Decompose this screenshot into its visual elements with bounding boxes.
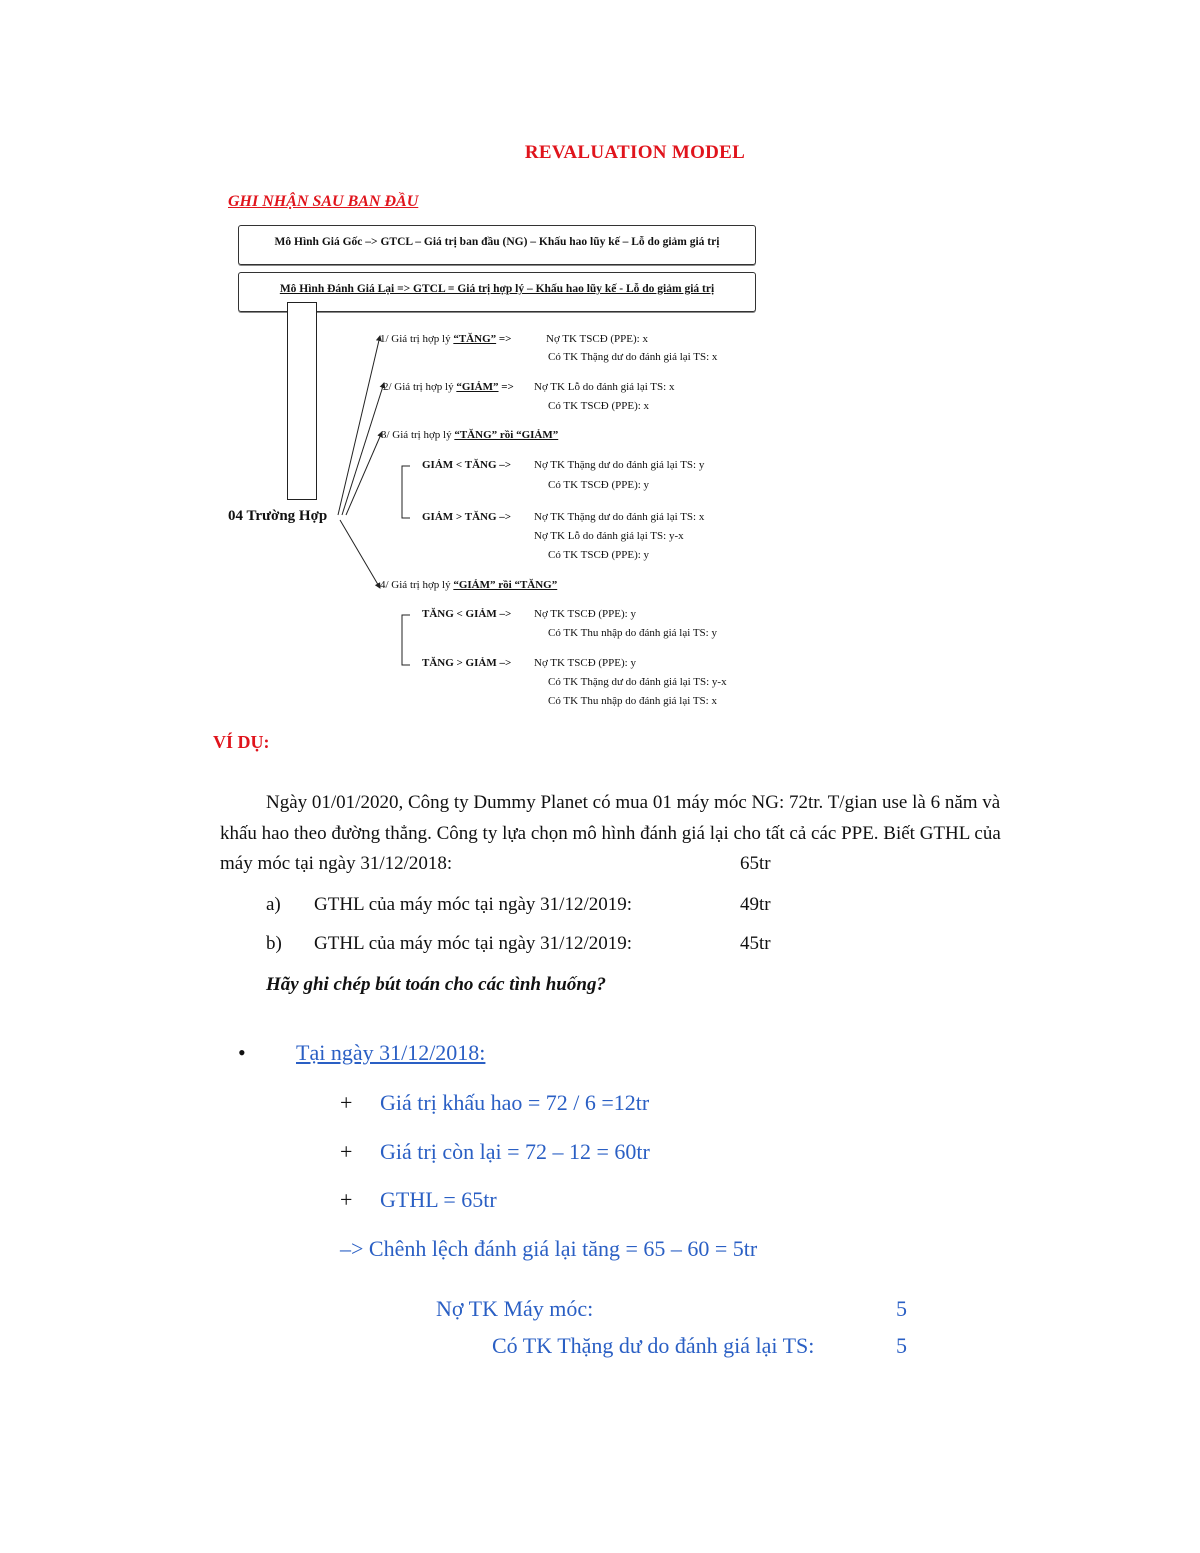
plus-icon-2: +: [340, 1139, 353, 1164]
case-3-sub-2-debit-1: Nợ TK Thặng dư do đánh giá lại TS: x: [534, 511, 705, 523]
bullet-icon: •: [238, 1040, 246, 1065]
case-b-label: b): [266, 933, 282, 954]
case-4-sub-1-credit: Có TK Thu nhập do đánh giá lại TS: y: [548, 627, 717, 639]
bracket-case-3: [402, 466, 410, 518]
case-4-sub-2-debit: Nợ TK TSCĐ (PPE): y: [534, 657, 636, 669]
case-4-heading: 4/ Giá trị hợp lý “GIẢM” rồi “TĂNG”: [380, 579, 558, 591]
example-heading: VÍ DỤ:: [213, 732, 270, 752]
case-3-sub-1-credit: Có TK TSCĐ (PPE): y: [548, 479, 650, 491]
bracket-case-4: [402, 615, 410, 665]
case-b-value: 45tr: [740, 933, 771, 954]
case-3-sub-2-debit-2: Nợ TK Lỗ do đánh giá lại TS: y-x: [534, 530, 684, 542]
case-4-sub-2-credit-2: Có TK Thu nhập do đánh giá lại TS: x: [548, 695, 717, 707]
problem-line-3-value: 65tr: [740, 853, 771, 874]
entry-credit-value: 5: [896, 1333, 907, 1358]
case-1-credit: Có TK Thặng dư do đánh giá lại TS: x: [548, 351, 718, 363]
page-title: REVALUATION MODEL: [524, 142, 746, 163]
case-4-sub-1-label: TĂNG < GIẢM –>: [422, 608, 512, 620]
case-4-sub-2-label: TĂNG > GIẢM –>: [422, 657, 512, 669]
entry-debit-value: 5: [896, 1296, 907, 1321]
case-2-credit: Có TK TSCĐ (PPE): x: [548, 400, 650, 412]
cost-model-text: Mô Hình Giá Gốc –> GTCL – Giá trị ban đầu (NG) – Khấu hao lũy kế – Lỗ do giảm giá trị: [274, 236, 720, 248]
arrow-case-1: [338, 336, 380, 515]
revaluation-difference: –> Chênh lệch đánh giá lại tăng = 65 – 60 = 5tr: [340, 1236, 758, 1261]
arrow-case-2: [342, 383, 384, 515]
step-fair-value: GTHL = 65tr: [380, 1187, 497, 1212]
case-4-sub-1-debit: Nợ TK TSCĐ (PPE): y: [534, 608, 636, 620]
case-1-debit: Nợ TK TSCĐ (PPE): x: [546, 333, 648, 345]
revaluation-model-text: Mô Hình Đánh Giá Lại => GTCL = Giá trị hợp lý – Khấu hao lũy kế - Lỗ do giảm giá trị: [279, 283, 715, 295]
case-a-value: 49tr: [740, 894, 771, 915]
case-3-sub-1-label: GIẢM < TĂNG –>: [422, 459, 512, 471]
case-4-sub-2-credit-1: Có TK Thặng dư do đánh giá lại TS: y-x: [548, 676, 727, 688]
case-1-heading: 1/ Giá trị hợp lý “TĂNG” =>: [380, 333, 512, 345]
entry-credit: Có TK Thặng dư do đánh giá lại TS:: [492, 1333, 815, 1358]
problem-line-2: khấu hao theo đường thẳng. Công ty lựa chọn mô hình đánh giá lại cho tất cả các PPE. Biết GTHL của: [220, 823, 1001, 844]
step-carrying-value: Giá trị còn lại = 72 – 12 = 60tr: [380, 1139, 650, 1164]
case-a-label: a): [266, 894, 281, 915]
case-2-heading: 2/ Giá trị hợp lý “GIẢM” =>: [383, 381, 514, 393]
arrow-case-4: [340, 520, 380, 588]
case-3-sub-1-debit: Nợ TK Thặng dư do đánh giá lại TS: y: [534, 459, 705, 471]
step-depreciation: Giá trị khấu hao = 72 / 6 =12tr: [380, 1090, 650, 1115]
plus-icon-3: +: [340, 1187, 353, 1212]
entry-debit: Nợ TK Máy móc:: [436, 1296, 594, 1321]
problem-line-1: Ngày 01/01/2020, Công ty Dummy Planet có mua 01 máy móc NG: 72tr. T/gian use là 6 năm và: [266, 792, 1001, 813]
case-3-sub-2-label: GIẢM > TĂNG –>: [422, 511, 512, 523]
case-connector-lines: [0, 0, 1200, 760]
case-b-text: GTHL của máy móc tại ngày 31/12/2019:: [314, 933, 632, 954]
section-heading: GHI NHẬN SAU BAN ĐẦU: [228, 193, 419, 210]
case-3-heading: 3/ Giá trị hợp lý “TĂNG” rồi “GIẢM”: [381, 429, 559, 441]
plus-icon-1: +: [340, 1090, 353, 1115]
case-2-debit: Nợ TK Lỗ do đánh giá lại TS: x: [534, 381, 675, 393]
question-text: Hãy ghi chép bút toán cho các tình huống?: [266, 974, 606, 995]
problem-line-3: máy móc tại ngày 31/12/2018:: [220, 853, 453, 874]
case-a-text: GTHL của máy móc tại ngày 31/12/2019:: [314, 894, 632, 915]
solution-heading: Tại ngày 31/12/2018:: [296, 1040, 486, 1065]
cases-label: 04 Trường Hợp: [228, 508, 328, 524]
case-3-sub-2-credit: Có TK TSCĐ (PPE): y: [548, 549, 650, 561]
